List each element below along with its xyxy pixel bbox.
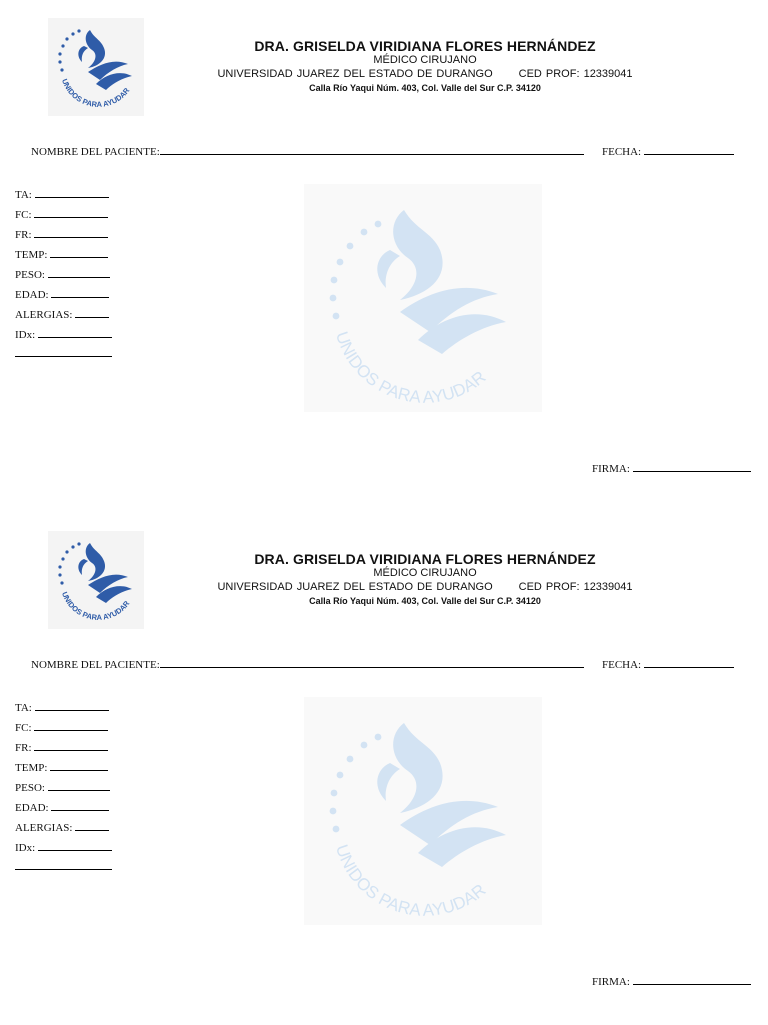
date-line[interactable] [644,656,734,668]
extra-blank-line[interactable] [15,869,112,870]
watermark-logo [304,184,542,412]
vital-alergias-line[interactable] [75,306,109,318]
svg-text:UNIDOS PARA AYUDAR: UNIDOS PARA AYUDAR [331,842,490,920]
vital-ta[interactable]: TA: [15,186,112,206]
patient-name-label: NOMBRE DEL PACIENTE: [31,146,160,158]
vital-idx-line[interactable] [38,839,112,851]
date-line[interactable] [644,143,734,155]
signature-line[interactable] [633,973,751,985]
extra-blank-line[interactable] [15,356,112,357]
vital-edad[interactable]: EDAD: [15,799,112,819]
vital-peso-line[interactable] [48,779,110,791]
vital-peso-line[interactable] [48,266,110,278]
patient-name-line[interactable] [160,143,584,155]
vital-fr[interactable]: FR: [15,226,112,246]
vital-temp[interactable]: TEMP: [15,759,112,779]
professional-id: CED PROF: 12339041 [518,581,633,593]
vital-ta-line[interactable] [35,699,109,711]
patient-name-field[interactable] [31,143,584,158]
watermark-logo-icon [304,697,542,925]
signature-field[interactable] [592,460,751,475]
vital-ta-line[interactable] [35,186,109,198]
vital-fc[interactable]: FC: [15,206,112,226]
signature-label: FIRMA: [592,463,630,475]
dove-hands-logo-icon [48,18,144,116]
professional-id: CED PROF: 12339041 [518,68,633,80]
vital-ta[interactable]: TA: [15,699,112,719]
vitals-list [15,699,112,859]
watermark-logo-icon [304,184,542,412]
clinic-logo [48,531,144,629]
vital-edad-line[interactable] [51,799,109,811]
vital-idx-line[interactable] [38,326,112,338]
vital-fc[interactable]: FC: [15,719,112,739]
doctor-name: DRA. GRISELDA VIRIDIANA FLORES HERNÁNDEZ [254,38,596,54]
vital-temp-line[interactable] [50,246,108,258]
date-field[interactable] [602,143,734,158]
date-field[interactable] [602,656,734,671]
university-line [200,581,650,593]
vital-alergias[interactable]: ALERGIAS: [15,819,112,839]
doctor-name: DRA. GRISELDA VIRIDIANA FLORES HERNÁNDEZ [254,551,596,567]
vital-temp[interactable]: TEMP: [15,246,112,266]
vital-fr[interactable]: FR: [15,739,112,759]
vitals-list [15,186,112,346]
doctor-title: MÉDICO CIRUJANO [373,54,477,66]
vital-fc-line[interactable] [34,719,108,731]
patient-name-label: NOMBRE DEL PACIENTE: [31,659,160,671]
signature-field[interactable] [592,973,751,988]
university-name: UNIVERSIDAD JUAREZ DEL ESTADO DE DURANGO [217,581,493,593]
svg-text:UNIDOS PARA AYUDAR: UNIDOS PARA AYUDAR [60,590,132,622]
vital-edad[interactable]: EDAD: [15,286,112,306]
patient-name-line[interactable] [160,656,584,668]
dove-hands-logo-icon [48,531,144,629]
clinic-address: Calla Río Yaqui Núm. 403, Col. Valle del Sur C.P. 34120 [309,83,541,93]
date-label: FECHA: [602,146,642,158]
vital-alergias-line[interactable] [75,819,109,831]
svg-text:UNIDOS PARA AYUDAR: UNIDOS PARA AYUDAR [331,329,490,407]
vital-idx[interactable]: IDx: [15,326,112,346]
watermark-logo [304,697,542,925]
university-line [200,68,650,80]
prescription-sheet-2 [0,513,768,1025]
signature-label: FIRMA: [592,976,630,988]
university-name: UNIVERSIDAD JUAREZ DEL ESTADO DE DURANGO [217,68,493,80]
vital-temp-line[interactable] [50,759,108,771]
vital-edad-line[interactable] [51,286,109,298]
clinic-logo [48,18,144,116]
vital-fc-line[interactable] [34,206,108,218]
vital-alergias[interactable]: ALERGIAS: [15,306,112,326]
signature-line[interactable] [633,460,751,472]
svg-text:UNIDOS PARA AYUDAR: UNIDOS PARA AYUDAR [60,77,132,109]
clinic-address: Calla Río Yaqui Núm. 403, Col. Valle del Sur C.P. 34120 [309,596,541,606]
vital-fr-line[interactable] [34,226,108,238]
patient-name-field[interactable] [31,656,584,671]
date-label: FECHA: [602,659,642,671]
vital-fr-line[interactable] [34,739,108,751]
doctor-title: MÉDICO CIRUJANO [373,567,477,579]
vital-peso[interactable]: PESO: [15,266,112,286]
vital-peso[interactable]: PESO: [15,779,112,799]
prescription-sheet-1 [0,0,768,512]
vital-idx[interactable]: IDx: [15,839,112,859]
